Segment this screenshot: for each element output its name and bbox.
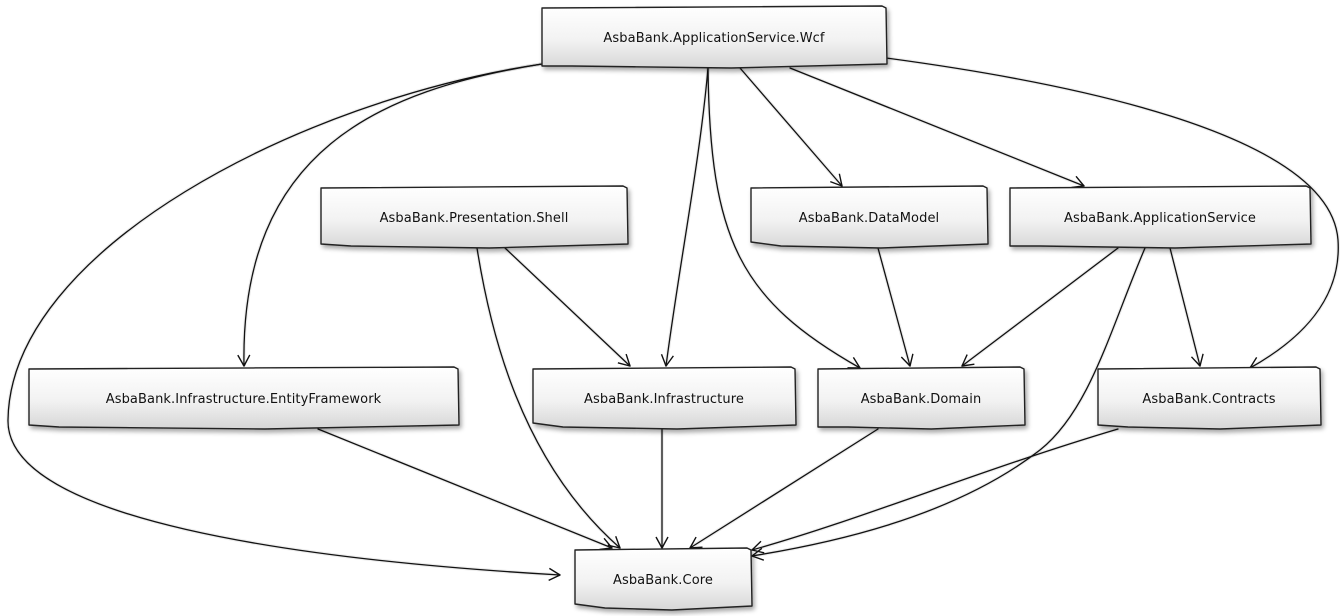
edge-datamodel-to-domain bbox=[878, 248, 910, 366]
node-label-ef: AsbaBank.Infrastructure.EntityFramework bbox=[105, 392, 382, 407]
node-shell[interactable] bbox=[321, 186, 628, 248]
node-label-infra: AsbaBank.Infrastructure bbox=[584, 392, 744, 407]
node-label-contracts: AsbaBank.Contracts bbox=[1142, 392, 1276, 407]
edge-wcf-to-datamodel bbox=[740, 68, 842, 186]
edges-layer bbox=[8, 58, 1338, 575]
node-ef[interactable] bbox=[29, 367, 459, 429]
edge-appservice-to-domain bbox=[962, 248, 1118, 366]
node-infra[interactable] bbox=[533, 367, 796, 429]
edge-appservice-to-contracts bbox=[1170, 248, 1200, 366]
node-label-domain: AsbaBank.Domain bbox=[860, 392, 982, 407]
node-datamodel[interactable] bbox=[751, 186, 988, 248]
edge-domain-to-core bbox=[690, 429, 878, 548]
node-contracts[interactable] bbox=[1098, 367, 1321, 429]
node-label-datamodel: AsbaBank.DataModel bbox=[798, 211, 940, 226]
node-appservice[interactable] bbox=[1010, 186, 1311, 248]
edge-wcf-to-appservice bbox=[790, 68, 1084, 186]
node-label-wcf: AsbaBank.ApplicationService.Wcf bbox=[603, 31, 825, 46]
node-domain[interactable] bbox=[818, 367, 1025, 429]
node-wcf[interactable] bbox=[542, 6, 887, 68]
node-label-core: AsbaBank.Core bbox=[612, 573, 714, 588]
node-label-appservice: AsbaBank.ApplicationService bbox=[1063, 211, 1257, 226]
node-label-shell: AsbaBank.Presentation.Shell bbox=[379, 211, 569, 226]
edge-shadow-wcf-to-core bbox=[8, 64, 560, 575]
edge-shell-to-infra bbox=[505, 248, 630, 366]
node-core[interactable] bbox=[575, 548, 752, 610]
